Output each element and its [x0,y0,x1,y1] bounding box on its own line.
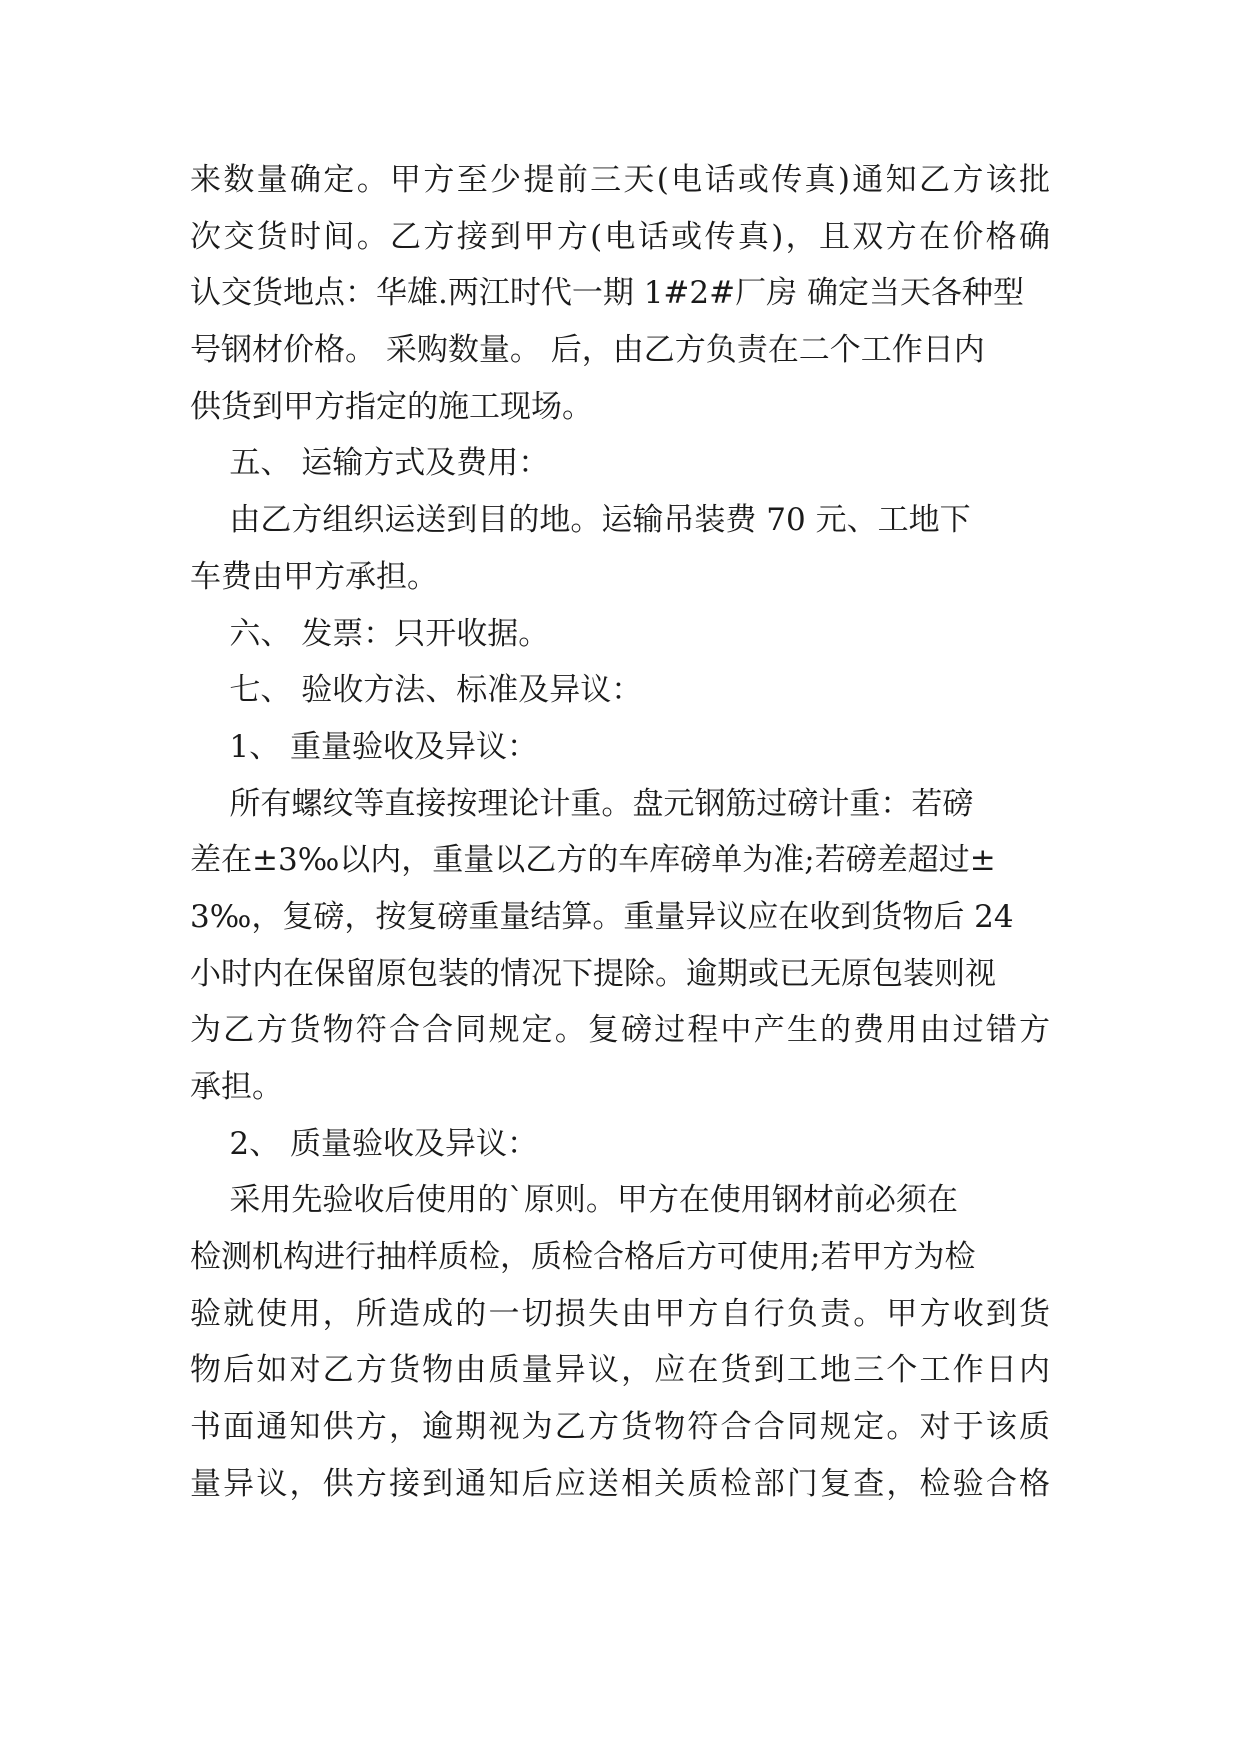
section-heading: 七、 验收方法、标准及异议： [190,672,643,709]
subsection-heading: 1、 重量验收及异议： [190,728,538,765]
contract-text [190,152,1050,1513]
text-line: 采用先验收后使用的`原则。甲方在使用钢材前必须在 [190,1182,958,1219]
text-line: 所有螺纹等直接按理论计重。盘元钢筋过磅计重：若磅 [190,785,974,822]
text-line: 由乙方组织运送到目的地。运输吊装费 70 元、工地下 [190,502,971,539]
text-line: 3‰，复磅，按复磅重量结算。重量异议应在收到货物后 24 [190,898,1014,935]
section-heading: 五、 运输方式及费用： [190,445,550,482]
subsection-heading: 2、 质量验收及异议： [190,1125,538,1162]
text-line: 来数量确定。甲方至少提前三天(电话或传真)通知乙方该批 [190,162,1050,198]
text-line: 号钢材价格。 采购数量。 后，由乙方负责在二个工作日内 [190,332,985,369]
text-line: 认交货地点：华雄.两江时代一期 1#2#厂房 确定当天各种型 [190,275,1024,312]
text-line: 验就使用，所造成的一切损失由甲方自行负责。甲方收到货 [190,1295,1050,1332]
text-line: 量异议，供方接到通知后应送相关质检部门复查，检验合格 [190,1465,1050,1502]
text-line: 供货到甲方指定的施工现场。 [190,388,593,425]
section-heading: 六、 发票：只开收据。 [190,615,550,652]
text-line: 小时内在保留原包装的情况下提除。逾期或已无原包装则视 [190,955,996,992]
text-line: 检测机构进行抽样质检，质检合格后方可使用;若甲方为检 [190,1239,976,1276]
text-line: 车费由甲方承担。 [190,558,438,595]
text-line: 次交货时间。乙方接到甲方(电话或传真)，且双方在价格确 [190,218,1050,255]
text-line: 为乙方货物符合合同规定。复磅过程中产生的费用由过错方 [190,1012,1050,1049]
text-line: 差在±3‰以内，重量以乙方的车库磅单为准;若磅差超过± [190,842,996,879]
text-line: 承担。 [190,1069,283,1105]
text-line: 物后如对乙方货物由质量异议，应在货到工地三个工作日内 [190,1352,1050,1389]
text-line: 书面通知供方，逾期视为乙方货物符合合同规定。对于该质 [190,1409,1050,1446]
